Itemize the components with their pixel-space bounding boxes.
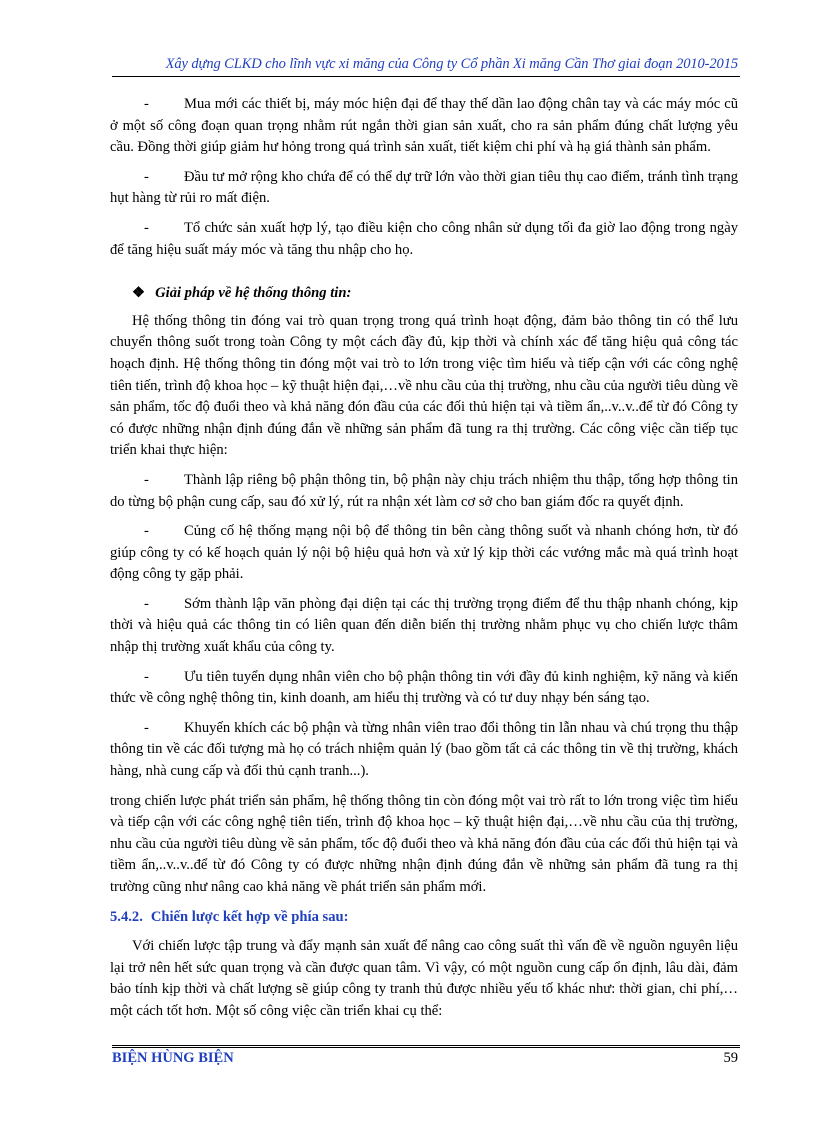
list-item xyxy=(110,718,738,783)
list-item-text: Thành lập riêng bộ phận thông tin, bộ phận này chịu trách nhiệm thu thập, tổng hợp thông tin do từng bộ phận cung cấp, sau đó xử lý, rút ra nhận xét làm cơ sở cho ban giám đốc ra quyết định. xyxy=(110,471,738,510)
list-item-text: Ưu tiên tuyển dụng nhân viên cho bộ phận thông tin với đầy đủ kinh nghiệm, kỹ năng và kiến thức về công nghệ thông tin, kinh doanh, am hiểu thị trường và có tư duy nhạy bén sáng tạo. xyxy=(110,668,738,707)
section-heading xyxy=(110,907,738,929)
list-item xyxy=(110,594,738,659)
list-item-text: Mua mới các thiết bị, máy móc hiện đại để thay thế dần lao động chân tay và các máy móc cũ ở một số công đoạn quan trọng nhằm rút ngắn thời gian sản xuất, cho ra sản phẩm đúng chất lượng yêu cầu. Đồng thời giúp giảm hư hỏng trong quá trình sản xuất, tiết kiệm chi phí và hạ giá thành sản phẩm. xyxy=(110,96,738,156)
footer-divider xyxy=(112,1045,740,1048)
bullet-marker: - xyxy=(144,168,149,185)
section-number: 5.4.2. xyxy=(110,908,143,925)
list-item-text: Tổ chức sản xuất hợp lý, tạo điều kiện cho công nhân sử dụng tối đa giờ lao động trong ngày để tăng hiệu suất máy móc và tăng thu nhập cho họ. xyxy=(110,219,738,258)
header-divider xyxy=(112,76,740,77)
subheading-text: Giải pháp về hệ thống thông tin: xyxy=(155,285,352,302)
page-number: 59 xyxy=(723,1050,738,1066)
page-content xyxy=(110,94,738,1023)
subheading-information-system xyxy=(110,283,738,305)
bullet-marker: - xyxy=(144,523,149,540)
body-paragraph: Với chiến lược tập trung và đẩy mạnh sản xuất để nâng cao công suất thì vấn đề về nguồn nguyên liệu lại trở nên hết sức quan trọng và cần được quan tâm. Vì vậy, có một nguồn cung cấp ổn định, lâu dài, đảm bảo tính kịp thời và chất lượng sẽ giúp công ty tranh thủ được nhiều yếu tố khác như: thời gian, chi phí,…một cách tốt hơn. Một số công việc cần triển khai cụ thể: xyxy=(110,938,738,1019)
diamond-bullet-icon: ❖ xyxy=(132,285,146,302)
running-header: Xây dựng CLKD cho lĩnh vực xi măng của Công ty Cổ phần Xi măng Cần Thơ giai đoạn 2010-2015 xyxy=(165,56,738,72)
bullet-marker: - xyxy=(144,471,149,488)
list-item-text: Củng cố hệ thống mạng nội bộ để thông tin bên càng thông suốt và nhanh chóng hơn, từ đó giúp công ty có kế hoạch quản lý nội bộ hiệu quả hơn và xử lý kịp thời các vướng mắc mà quá trình hoạt động công ty gặp phải. xyxy=(110,523,738,583)
list-item-text: Đầu tư mở rộng kho chứa để có thể dự trữ lớn vào thời gian tiêu thụ cao điểm, tránh tình trạng hụt hàng từ rủi ro mất điện. xyxy=(110,168,738,207)
list-item xyxy=(110,94,738,159)
section-title: Chiến lược kết hợp về phía sau: xyxy=(150,908,349,925)
bullet-marker: - xyxy=(144,719,149,736)
bullet-marker: - xyxy=(144,219,149,236)
list-item xyxy=(110,667,738,710)
bullet-marker: - xyxy=(144,595,149,612)
list-item xyxy=(110,218,738,261)
list-item xyxy=(110,470,738,513)
bullet-marker: - xyxy=(144,96,149,112)
footer-author: BIỆN HÙNG BIỆN xyxy=(112,1050,234,1066)
body-paragraph: Hệ thống thông tin đóng vai trò quan trọng trong quá trình hoạt động, đảm bảo thông tin có thể lưu chuyển thông suốt trong toàn Công ty một cách đầy đủ, kịp thời và chính xác để tăng hiệu quả công tác hoạch định. Hệ thống thông tin đóng một vai trò to lớn trong việc tìm hiểu và tiếp cận với các công nghệ tiên tiến, trình độ khoa học – kỹ thuật hiện đại,…về nhu cầu của thị trường, nhu cầu của người tiêu dùng về sản phẩm, tốc độ đuổi theo và khả năng đón đầu của các đối thủ hiện tại và tiềm ẩn,..v..v..để từ đó Công ty có được những nhận định đúng đắn về những sản phẩm đã tung ra thị trường. Các công việc cần tiếp tục triển khai thực hiện: xyxy=(110,312,738,459)
list-item xyxy=(110,167,738,210)
bullet-marker: - xyxy=(144,668,149,685)
list-item-text: Sớm thành lập văn phòng đại diện tại các thị trường trọng điểm để thu thập nhanh chóng, kịp thời và hiệu quả các thông tin có liên quan đến diễn biến thị trường nhằm phục vụ cho chiến lược thâm nhập thị trường xuất khẩu của công ty. xyxy=(110,595,738,656)
list-item xyxy=(110,521,738,586)
continuation-paragraph: trong chiến lược phát triển sản phẩm, hệ thống thông tin còn đóng một vai trò rất to lớn trong việc tìm hiểu và tiếp cận với các công nghệ tiên tiến, trình độ khoa học – kỹ thuật hiện đại,…về nhu cầu của thị trường, nhu cầu của người tiêu dùng về sản phẩm, tốc độ đuổi theo và khả năng đón đầu của các đối thủ hiện tại và tiềm ẩn,..v..v..để từ đó Công ty có được những nhận định đúng đắn về những sản phẩm đã tung ra thị trường cũng như nâng cao khả năng về phát triển sản phẩm mới. xyxy=(110,792,738,895)
list-item-text: Khuyến khích các bộ phận và từng nhân viên trao đổi thông tin lẫn nhau và chú trọng thu thập thông tin về các đối tượng mà họ có trách nhiệm quản lý (bao gồm tất cả các thông tin về thị trường, khách hàng, nhà cung cấp và đối thủ cạnh tranh...). xyxy=(110,719,738,780)
